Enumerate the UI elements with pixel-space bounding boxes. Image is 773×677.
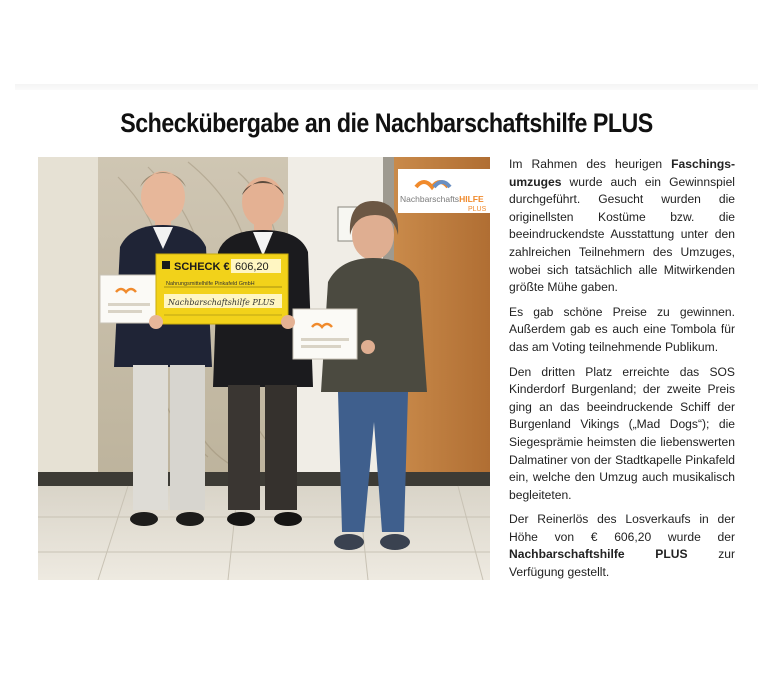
certificate-right xyxy=(293,309,357,359)
article-headline: Scheckübergabe an die Nachbarschaftshilfe PLUS xyxy=(120,108,653,138)
certificate-left xyxy=(100,275,158,323)
logo-text-b: HILFE xyxy=(459,194,484,204)
highlight-faschingsumzug: Faschings-umzuges xyxy=(509,157,735,189)
article-body xyxy=(509,156,735,589)
check-amount: 606,20 xyxy=(235,261,269,273)
logo-text-a: Nachbarschafts xyxy=(400,194,460,204)
check-line1: Nahrungsmittelhilfe Pinkafeld GmbH xyxy=(166,281,255,287)
paragraph-3: Den dritten Platz erreichte das SOS Kinderdorf Burgenland; der zweite Preis ging an das beeindruckende Schiff der Burgenland Vikings („Mad Dogs“); die Siegesprämie heimsten die liebenswerten Dalmatiner von der Stadtkapelle Pinkafeld ein, welche den Umzug auch musikalisch begleiteten. xyxy=(509,364,735,502)
article-photo xyxy=(38,157,490,580)
photo-scene xyxy=(38,157,490,580)
highlight-organization: Nachbarschaftshilfe PLUS xyxy=(509,547,688,562)
header-band xyxy=(15,84,758,90)
big-check xyxy=(156,254,288,324)
svg-text:NachbarschaftsHILFE xyxy=(400,194,484,204)
check-brand: SCHECK € xyxy=(174,261,230,273)
logo-text-plus: PLUS xyxy=(468,206,487,213)
check-payee: Nachbarschaftshilfe PLUS xyxy=(168,298,275,307)
paragraph-2: Es gab schöne Preise zu gewinnen. Außerdem gab es auch eine Tombola für das am Voting teilnehmende Publikum. xyxy=(509,304,735,354)
paragraph-1: Im Rahmen des heurigen Faschings-umzuges wurde auch ein Gewinnspiel durchgeführt. Gesucht wurden die originellsten Kostüme bzw. die beeindruckendste Ausstattung unter den zahlreichen Teilnehmern des Umzuges, wobei sich tatsächlich alle Mitwirkenden größte Mühe gaben. xyxy=(509,157,735,295)
organization-logo xyxy=(398,169,490,213)
paragraph-4: Der Reinerlös des Losverkaufs in der Höhe von € 606,20 wurde der Nachbarschaftshilfe PLUS zur Verfügung gestellt. xyxy=(509,512,735,580)
